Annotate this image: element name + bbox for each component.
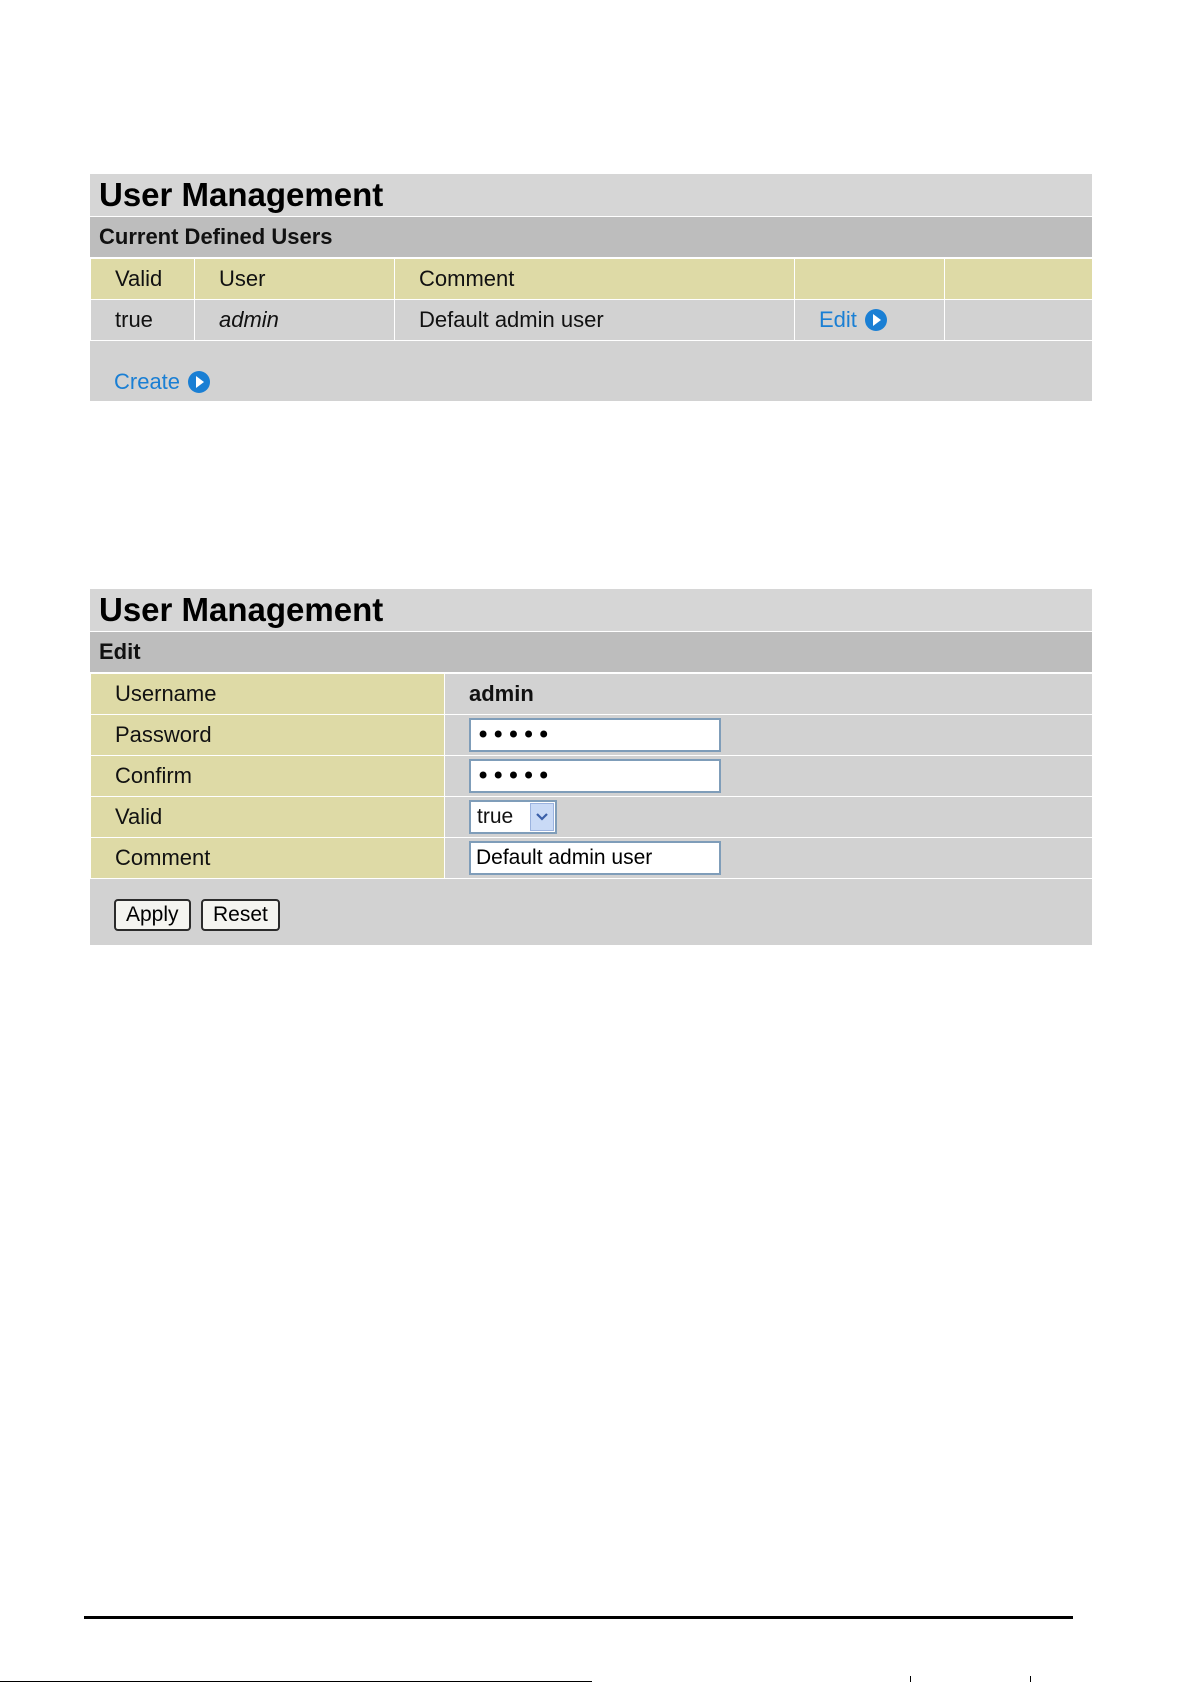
cell-valid: true bbox=[91, 300, 195, 341]
password-cell bbox=[445, 715, 1093, 756]
username-label: Username bbox=[91, 674, 445, 715]
table-row bbox=[91, 300, 1093, 341]
create-link[interactable] bbox=[114, 369, 210, 395]
confirm-cell bbox=[445, 756, 1093, 797]
user-list-panel bbox=[90, 174, 1092, 401]
valid-label: Valid bbox=[91, 797, 445, 838]
reset-button[interactable]: Reset bbox=[201, 899, 280, 931]
bottom-tick-mark bbox=[1030, 1676, 1037, 1682]
create-link-label: Create bbox=[114, 369, 181, 394]
edit-form-table bbox=[90, 673, 1093, 879]
bottom-rule bbox=[0, 1681, 592, 1682]
form-row-password bbox=[91, 715, 1093, 756]
column-header-comment: Comment bbox=[395, 259, 795, 300]
form-row-confirm bbox=[91, 756, 1093, 797]
column-header-valid: Valid bbox=[91, 259, 195, 300]
page-title: User Management bbox=[90, 589, 1092, 632]
form-row-comment bbox=[91, 838, 1093, 879]
section-title: Edit bbox=[90, 632, 1092, 673]
users-table bbox=[90, 258, 1093, 341]
edit-link-label: Edit bbox=[819, 307, 857, 332]
form-row-username bbox=[91, 674, 1093, 715]
chevron-down-icon[interactable] bbox=[530, 803, 554, 831]
page-title: User Management bbox=[90, 174, 1092, 217]
column-header-user: User bbox=[195, 259, 395, 300]
form-row-valid bbox=[91, 797, 1093, 838]
valid-select[interactable] bbox=[469, 800, 557, 834]
form-buttons-row bbox=[90, 879, 1092, 945]
arrow-right-circle-icon[interactable] bbox=[865, 309, 887, 331]
cell-user: admin bbox=[195, 300, 395, 341]
edit-link[interactable] bbox=[819, 307, 887, 333]
user-edit-panel bbox=[90, 589, 1092, 945]
cell-comment: Default admin user bbox=[395, 300, 795, 341]
valid-select-value: true bbox=[477, 805, 514, 828]
valid-cell bbox=[445, 797, 1093, 838]
password-label: Password bbox=[91, 715, 445, 756]
comment-label: Comment bbox=[91, 838, 445, 879]
bottom-tick-mark bbox=[910, 1676, 917, 1682]
column-header-action bbox=[795, 259, 945, 300]
cell-action bbox=[795, 300, 945, 341]
section-title: Current Defined Users bbox=[90, 217, 1092, 258]
column-header-extra bbox=[945, 259, 1093, 300]
apply-button[interactable]: Apply bbox=[114, 899, 191, 931]
footer-divider bbox=[84, 1616, 1073, 1619]
comment-field[interactable] bbox=[469, 841, 721, 875]
comment-cell bbox=[445, 838, 1093, 879]
create-row bbox=[90, 341, 1092, 401]
password-field[interactable] bbox=[469, 718, 721, 752]
arrow-right-circle-icon[interactable] bbox=[188, 371, 210, 393]
confirm-label: Confirm bbox=[91, 756, 445, 797]
username-value: admin bbox=[445, 674, 1093, 715]
cell-empty bbox=[945, 300, 1093, 341]
table-header-row bbox=[91, 259, 1093, 300]
confirm-password-field[interactable] bbox=[469, 759, 721, 793]
